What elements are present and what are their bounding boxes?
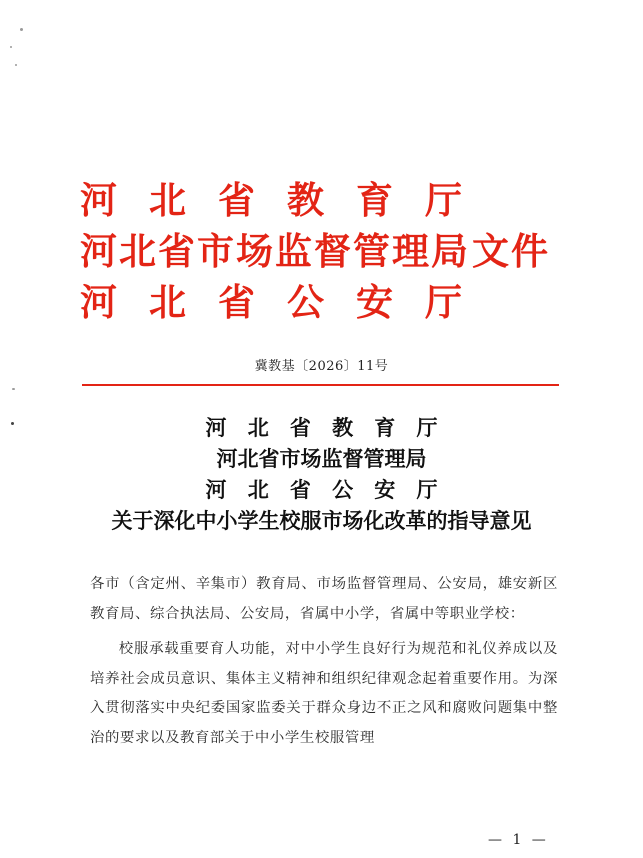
title-issuer-1 — [0, 412, 643, 443]
spaced-character: 厅 — [425, 281, 462, 324]
scan-speck — [20, 28, 23, 31]
page-number: — 1 — — [488, 832, 549, 848]
issuer-line-3 — [80, 277, 600, 328]
issuer-name-1 — [80, 175, 462, 226]
spaced-character: 河 — [80, 179, 117, 222]
title-issuer-1-text — [206, 412, 438, 443]
title-issuer-2 — [0, 443, 643, 474]
spaced-character: 安 — [374, 477, 396, 502]
title-subject-text: 关于深化中小学生校服市场化改革的指导意见 — [111, 508, 532, 533]
document-number: 冀教基〔2026〕11号 — [254, 359, 389, 374]
file-label: 文件 — [472, 230, 550, 273]
issuer-line-2 — [80, 226, 600, 277]
title-issuer-3 — [0, 474, 643, 505]
scan-speck — [15, 64, 17, 66]
recipients-paragraph: 各市（含定州、辛集市）教育局、市场监督管理局、公安局，雄安新区教育局、综合执法局、公安局，省属中小学，省属中等职业学校： — [90, 576, 558, 622]
issuer-name-2: 河北省市场监督管理局 — [80, 230, 470, 273]
document-body — [90, 570, 558, 753]
spaced-character: 河 — [205, 477, 227, 502]
title-issuer-2-text: 河北省市场监督管理局 — [216, 446, 427, 471]
spaced-character: 厅 — [416, 477, 438, 502]
issuer-line-1 — [80, 175, 600, 226]
spaced-character: 省 — [289, 415, 311, 440]
spaced-character: 省 — [218, 281, 255, 324]
scan-speck — [10, 46, 12, 48]
issuer-name-3 — [80, 277, 462, 328]
spaced-character: 北 — [149, 281, 186, 324]
red-divider — [82, 384, 559, 386]
scan-speck — [12, 388, 15, 390]
document-header — [80, 175, 600, 328]
spaced-character: 公 — [287, 281, 324, 324]
spaced-character: 育 — [356, 179, 393, 222]
spaced-character: 省 — [289, 477, 311, 502]
spaced-character: 河 — [80, 281, 117, 324]
spaced-character: 省 — [218, 179, 255, 222]
spaced-character: 北 — [247, 477, 269, 502]
spaced-character: 厅 — [416, 415, 438, 440]
spaced-character: 教 — [332, 415, 354, 440]
spaced-character: 北 — [247, 415, 269, 440]
spaced-character: 教 — [287, 179, 324, 222]
spaced-character: 河 — [205, 415, 227, 440]
spaced-character: 安 — [356, 281, 393, 324]
spaced-character: 育 — [374, 415, 396, 440]
document-title — [0, 412, 643, 536]
title-issuer-3-text — [206, 474, 438, 505]
spaced-character: 北 — [149, 179, 186, 222]
title-subject — [0, 505, 643, 536]
spaced-character: 公 — [332, 477, 354, 502]
spaced-character: 厅 — [425, 179, 462, 222]
body-paragraph: 校服承载重要育人功能，对中小学生良好行为规范和礼仪养成以及培养社会成员意识、集体主义精神和组织纪律观念起着重要作用。为深入贯彻落实中央纪委国家监委关于群众身边不正之风和腐败问题集中整治的要求以及教育部关于中小学生校服管理 — [90, 641, 558, 746]
